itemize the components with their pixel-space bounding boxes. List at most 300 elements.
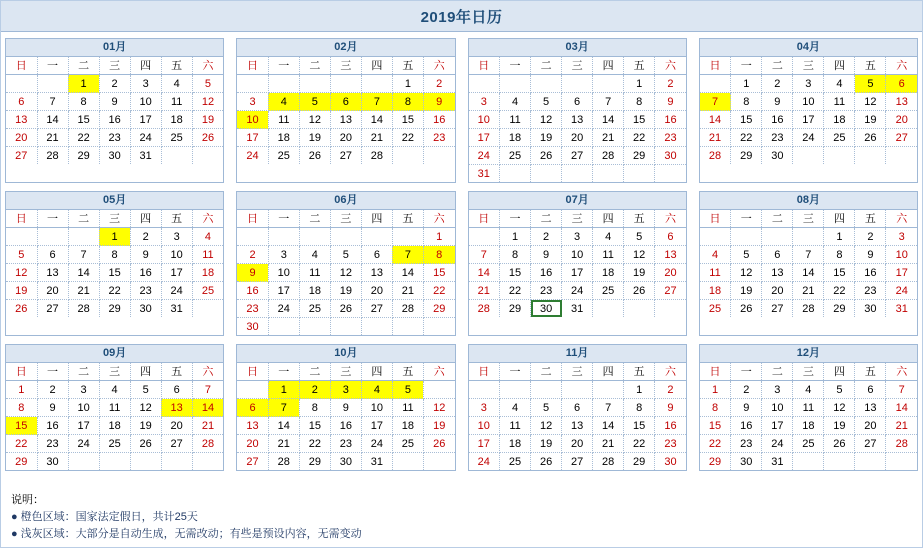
- day-cell[interactable]: 24: [161, 282, 192, 300]
- day-cell[interactable]: 8: [700, 399, 731, 417]
- day-cell[interactable]: 12: [330, 264, 361, 282]
- day-cell[interactable]: 10: [886, 246, 917, 264]
- day-cell[interactable]: 9: [731, 399, 762, 417]
- day-cell[interactable]: 8: [6, 399, 37, 417]
- day-cell[interactable]: 12: [855, 93, 886, 111]
- day-cell[interactable]: 24: [237, 147, 268, 165]
- day-cell[interactable]: 1: [731, 75, 762, 93]
- day-cell[interactable]: 24: [361, 435, 392, 453]
- day-cell[interactable]: 25: [593, 282, 624, 300]
- day-cell[interactable]: 26: [130, 435, 161, 453]
- day-cell[interactable]: 5: [392, 381, 423, 399]
- day-cell[interactable]: 30: [655, 147, 686, 165]
- day-cell[interactable]: 21: [392, 282, 423, 300]
- day-cell[interactable]: 22: [624, 435, 655, 453]
- day-cell[interactable]: 22: [824, 282, 855, 300]
- day-cell[interactable]: 3: [762, 381, 793, 399]
- day-cell[interactable]: 18: [500, 435, 531, 453]
- day-cell[interactable]: 26: [855, 129, 886, 147]
- day-cell[interactable]: 8: [624, 399, 655, 417]
- day-cell[interactable]: 7: [392, 246, 423, 264]
- day-cell[interactable]: 21: [68, 282, 99, 300]
- day-cell[interactable]: 7: [593, 93, 624, 111]
- day-cell[interactable]: 15: [99, 264, 130, 282]
- day-cell[interactable]: 6: [655, 228, 686, 246]
- day-cell[interactable]: 13: [37, 264, 68, 282]
- day-cell[interactable]: 28: [192, 435, 223, 453]
- day-cell[interactable]: 26: [192, 129, 223, 147]
- day-cell[interactable]: 2: [531, 228, 562, 246]
- day-cell[interactable]: 18: [299, 282, 330, 300]
- day-cell[interactable]: 13: [562, 111, 593, 129]
- day-cell[interactable]: 29: [68, 147, 99, 165]
- day-cell[interactable]: 4: [500, 399, 531, 417]
- day-cell[interactable]: 7: [793, 246, 824, 264]
- day-cell[interactable]: 24: [469, 147, 500, 165]
- day-cell[interactable]: 17: [762, 417, 793, 435]
- day-cell[interactable]: 20: [655, 264, 686, 282]
- day-cell[interactable]: 17: [237, 129, 268, 147]
- day-cell[interactable]: 13: [330, 111, 361, 129]
- day-cell[interactable]: 22: [700, 435, 731, 453]
- day-cell[interactable]: 12: [423, 399, 454, 417]
- day-cell[interactable]: 17: [268, 282, 299, 300]
- day-cell[interactable]: 11: [268, 111, 299, 129]
- day-cell[interactable]: 9: [655, 93, 686, 111]
- day-cell[interactable]: 4: [192, 228, 223, 246]
- day-cell[interactable]: 20: [562, 435, 593, 453]
- day-cell[interactable]: 14: [469, 264, 500, 282]
- day-cell[interactable]: 27: [762, 300, 793, 318]
- day-cell[interactable]: 18: [268, 129, 299, 147]
- day-cell[interactable]: 19: [824, 417, 855, 435]
- day-cell[interactable]: 21: [361, 129, 392, 147]
- day-cell[interactable]: 6: [37, 246, 68, 264]
- day-cell[interactable]: 19: [731, 282, 762, 300]
- day-cell[interactable]: 30: [855, 300, 886, 318]
- day-cell[interactable]: 20: [361, 282, 392, 300]
- day-cell[interactable]: 31: [361, 453, 392, 471]
- day-cell[interactable]: 30: [531, 300, 562, 318]
- day-cell[interactable]: 10: [469, 417, 500, 435]
- day-cell[interactable]: 10: [469, 111, 500, 129]
- day-cell[interactable]: 13: [237, 417, 268, 435]
- day-cell[interactable]: 7: [593, 399, 624, 417]
- day-cell[interactable]: 5: [731, 246, 762, 264]
- day-cell[interactable]: 16: [655, 111, 686, 129]
- day-cell[interactable]: 11: [299, 264, 330, 282]
- day-cell[interactable]: 20: [37, 282, 68, 300]
- day-cell[interactable]: 24: [886, 282, 917, 300]
- day-cell[interactable]: 5: [531, 399, 562, 417]
- day-cell[interactable]: 14: [361, 111, 392, 129]
- day-cell[interactable]: 3: [268, 246, 299, 264]
- day-cell[interactable]: 24: [562, 282, 593, 300]
- day-cell[interactable]: 22: [423, 282, 454, 300]
- day-cell[interactable]: 13: [6, 111, 37, 129]
- day-cell[interactable]: 5: [192, 75, 223, 93]
- day-cell[interactable]: 28: [593, 453, 624, 471]
- day-cell[interactable]: 16: [855, 264, 886, 282]
- day-cell[interactable]: 21: [886, 417, 917, 435]
- day-cell[interactable]: 29: [299, 453, 330, 471]
- day-cell[interactable]: 23: [37, 435, 68, 453]
- day-cell[interactable]: 21: [700, 129, 731, 147]
- day-cell[interactable]: 14: [68, 264, 99, 282]
- day-cell[interactable]: 29: [423, 300, 454, 318]
- day-cell[interactable]: 6: [330, 93, 361, 111]
- day-cell[interactable]: 9: [37, 399, 68, 417]
- day-cell[interactable]: 19: [531, 435, 562, 453]
- day-cell[interactable]: 19: [299, 129, 330, 147]
- day-cell[interactable]: 14: [192, 399, 223, 417]
- day-cell[interactable]: 6: [762, 246, 793, 264]
- day-cell[interactable]: 27: [330, 147, 361, 165]
- day-cell[interactable]: 13: [161, 399, 192, 417]
- day-cell[interactable]: 30: [330, 453, 361, 471]
- day-cell[interactable]: 26: [6, 300, 37, 318]
- day-cell[interactable]: 4: [99, 381, 130, 399]
- day-cell[interactable]: 23: [855, 282, 886, 300]
- day-cell[interactable]: 22: [500, 282, 531, 300]
- day-cell[interactable]: 4: [268, 93, 299, 111]
- day-cell[interactable]: 18: [161, 111, 192, 129]
- day-cell[interactable]: 2: [130, 228, 161, 246]
- day-cell[interactable]: 13: [361, 264, 392, 282]
- day-cell[interactable]: 2: [855, 228, 886, 246]
- day-cell[interactable]: 17: [161, 264, 192, 282]
- day-cell[interactable]: 22: [624, 129, 655, 147]
- day-cell[interactable]: 24: [130, 129, 161, 147]
- day-cell[interactable]: 4: [299, 246, 330, 264]
- day-cell[interactable]: 9: [655, 399, 686, 417]
- day-cell[interactable]: 21: [469, 282, 500, 300]
- day-cell[interactable]: 26: [531, 453, 562, 471]
- day-cell[interactable]: 17: [886, 264, 917, 282]
- day-cell[interactable]: 10: [562, 246, 593, 264]
- day-cell[interactable]: 1: [700, 381, 731, 399]
- day-cell[interactable]: 19: [330, 282, 361, 300]
- day-cell[interactable]: 28: [593, 147, 624, 165]
- day-cell[interactable]: 7: [361, 93, 392, 111]
- day-cell[interactable]: 26: [731, 300, 762, 318]
- day-cell[interactable]: 13: [886, 93, 917, 111]
- day-cell[interactable]: 21: [793, 282, 824, 300]
- day-cell[interactable]: 25: [793, 435, 824, 453]
- day-cell[interactable]: 21: [268, 435, 299, 453]
- day-cell[interactable]: 15: [68, 111, 99, 129]
- day-cell[interactable]: 24: [469, 453, 500, 471]
- day-cell[interactable]: 25: [500, 453, 531, 471]
- day-cell[interactable]: 9: [855, 246, 886, 264]
- day-cell[interactable]: 5: [824, 381, 855, 399]
- day-cell[interactable]: 1: [268, 381, 299, 399]
- day-cell[interactable]: 1: [423, 228, 454, 246]
- day-cell[interactable]: 23: [423, 129, 454, 147]
- day-cell[interactable]: 4: [824, 75, 855, 93]
- day-cell[interactable]: 29: [824, 300, 855, 318]
- day-cell[interactable]: 27: [562, 453, 593, 471]
- day-cell[interactable]: 29: [99, 300, 130, 318]
- day-cell[interactable]: 11: [793, 399, 824, 417]
- day-cell[interactable]: 6: [562, 399, 593, 417]
- day-cell[interactable]: 2: [423, 75, 454, 93]
- day-cell[interactable]: 17: [469, 435, 500, 453]
- day-cell[interactable]: 9: [423, 93, 454, 111]
- day-cell[interactable]: 1: [624, 381, 655, 399]
- day-cell[interactable]: 26: [299, 147, 330, 165]
- day-cell[interactable]: 30: [237, 318, 268, 336]
- day-cell[interactable]: 24: [268, 300, 299, 318]
- day-cell[interactable]: 2: [99, 75, 130, 93]
- day-cell[interactable]: 20: [562, 129, 593, 147]
- day-cell[interactable]: 5: [130, 381, 161, 399]
- day-cell[interactable]: 28: [886, 435, 917, 453]
- day-cell[interactable]: 14: [37, 111, 68, 129]
- day-cell[interactable]: 9: [531, 246, 562, 264]
- day-cell[interactable]: 22: [299, 435, 330, 453]
- day-cell[interactable]: 14: [268, 417, 299, 435]
- day-cell[interactable]: 23: [99, 129, 130, 147]
- day-cell[interactable]: 10: [793, 93, 824, 111]
- day-cell[interactable]: 3: [330, 381, 361, 399]
- day-cell[interactable]: 16: [330, 417, 361, 435]
- day-cell[interactable]: 18: [793, 417, 824, 435]
- day-cell[interactable]: 20: [330, 129, 361, 147]
- day-cell[interactable]: 11: [500, 417, 531, 435]
- day-cell[interactable]: 9: [130, 246, 161, 264]
- day-cell[interactable]: 16: [37, 417, 68, 435]
- day-cell[interactable]: 29: [500, 300, 531, 318]
- day-cell[interactable]: 30: [99, 147, 130, 165]
- day-cell[interactable]: 28: [268, 453, 299, 471]
- day-cell[interactable]: 23: [237, 300, 268, 318]
- day-cell[interactable]: 2: [37, 381, 68, 399]
- day-cell[interactable]: 28: [37, 147, 68, 165]
- day-cell[interactable]: 2: [655, 75, 686, 93]
- day-cell[interactable]: 28: [793, 300, 824, 318]
- day-cell[interactable]: 6: [562, 93, 593, 111]
- day-cell[interactable]: 15: [624, 417, 655, 435]
- day-cell[interactable]: 27: [855, 435, 886, 453]
- day-cell[interactable]: 10: [130, 93, 161, 111]
- day-cell[interactable]: 17: [361, 417, 392, 435]
- day-cell[interactable]: 6: [855, 381, 886, 399]
- day-cell[interactable]: 11: [99, 399, 130, 417]
- day-cell[interactable]: 4: [593, 228, 624, 246]
- day-cell[interactable]: 17: [793, 111, 824, 129]
- day-cell[interactable]: 28: [392, 300, 423, 318]
- day-cell[interactable]: 1: [392, 75, 423, 93]
- day-cell[interactable]: 6: [886, 75, 917, 93]
- day-cell[interactable]: 3: [130, 75, 161, 93]
- day-cell[interactable]: 26: [824, 435, 855, 453]
- day-cell[interactable]: 12: [624, 246, 655, 264]
- day-cell[interactable]: 11: [392, 399, 423, 417]
- day-cell[interactable]: 7: [192, 381, 223, 399]
- day-cell[interactable]: 9: [237, 264, 268, 282]
- day-cell[interactable]: 14: [886, 399, 917, 417]
- day-cell[interactable]: 12: [531, 417, 562, 435]
- day-cell[interactable]: 20: [6, 129, 37, 147]
- day-cell[interactable]: 11: [700, 264, 731, 282]
- day-cell[interactable]: 14: [593, 417, 624, 435]
- day-cell[interactable]: 14: [793, 264, 824, 282]
- day-cell[interactable]: 7: [268, 399, 299, 417]
- day-cell[interactable]: 31: [469, 165, 500, 183]
- day-cell[interactable]: 2: [762, 75, 793, 93]
- day-cell[interactable]: 30: [664, 455, 677, 468]
- day-cell[interactable]: 23: [130, 282, 161, 300]
- day-cell[interactable]: 14: [392, 264, 423, 282]
- day-cell[interactable]: 16: [731, 417, 762, 435]
- day-cell[interactable]: 8: [624, 93, 655, 111]
- day-cell[interactable]: 23: [762, 129, 793, 147]
- day-cell[interactable]: 4: [361, 381, 392, 399]
- day-cell[interactable]: 25: [192, 282, 223, 300]
- day-cell[interactable]: 16: [130, 264, 161, 282]
- day-cell[interactable]: 10: [268, 264, 299, 282]
- day-cell[interactable]: 4: [793, 381, 824, 399]
- day-cell[interactable]: 15: [423, 264, 454, 282]
- day-cell[interactable]: 28: [700, 147, 731, 165]
- day-cell[interactable]: 3: [161, 228, 192, 246]
- day-cell[interactable]: 28: [361, 147, 392, 165]
- day-cell[interactable]: 12: [299, 111, 330, 129]
- day-cell[interactable]: 20: [886, 111, 917, 129]
- day-cell[interactable]: 23: [731, 435, 762, 453]
- day-cell[interactable]: 9: [99, 93, 130, 111]
- day-cell[interactable]: 9: [762, 93, 793, 111]
- day-cell[interactable]: 2: [655, 381, 686, 399]
- day-cell[interactable]: 27: [237, 453, 268, 471]
- day-cell[interactable]: 22: [392, 129, 423, 147]
- day-cell[interactable]: 15: [6, 417, 37, 435]
- day-cell[interactable]: 16: [655, 417, 686, 435]
- day-cell[interactable]: 6: [6, 93, 37, 111]
- day-cell[interactable]: 6: [361, 246, 392, 264]
- day-cell[interactable]: 7: [68, 246, 99, 264]
- day-cell[interactable]: 15: [700, 417, 731, 435]
- day-cell[interactable]: 21: [192, 417, 223, 435]
- day-cell[interactable]: 27: [37, 300, 68, 318]
- day-cell[interactable]: 8: [423, 246, 454, 264]
- day-cell[interactable]: 25: [500, 147, 531, 165]
- day-cell[interactable]: 6: [237, 399, 268, 417]
- day-cell[interactable]: 25: [99, 435, 130, 453]
- day-cell[interactable]: 29: [624, 147, 655, 165]
- day-cell[interactable]: 1: [824, 228, 855, 246]
- day-cell[interactable]: 12: [531, 111, 562, 129]
- day-cell[interactable]: 17: [68, 417, 99, 435]
- day-cell[interactable]: 19: [6, 282, 37, 300]
- day-cell[interactable]: 27: [655, 282, 686, 300]
- day-cell[interactable]: 7: [469, 246, 500, 264]
- day-cell[interactable]: 3: [68, 381, 99, 399]
- day-cell[interactable]: 10: [762, 399, 793, 417]
- day-cell[interactable]: 15: [824, 264, 855, 282]
- day-cell[interactable]: 27: [886, 129, 917, 147]
- day-cell[interactable]: 21: [593, 129, 624, 147]
- day-cell[interactable]: 11: [500, 111, 531, 129]
- day-cell[interactable]: 31: [562, 300, 593, 318]
- day-cell[interactable]: 23: [330, 435, 361, 453]
- day-cell[interactable]: 19: [130, 417, 161, 435]
- day-cell[interactable]: 1: [500, 228, 531, 246]
- day-cell[interactable]: 2: [299, 381, 330, 399]
- day-cell[interactable]: 5: [330, 246, 361, 264]
- day-cell[interactable]: 17: [562, 264, 593, 282]
- day-cell[interactable]: 8: [731, 93, 762, 111]
- day-cell[interactable]: 26: [624, 282, 655, 300]
- day-cell[interactable]: 18: [593, 264, 624, 282]
- day-cell[interactable]: 27: [562, 147, 593, 165]
- day-cell[interactable]: 25: [161, 129, 192, 147]
- day-cell[interactable]: 12: [192, 93, 223, 111]
- day-cell[interactable]: 2: [237, 246, 268, 264]
- day-cell[interactable]: 17: [130, 111, 161, 129]
- day-cell[interactable]: 19: [192, 111, 223, 129]
- day-cell[interactable]: 3: [469, 399, 500, 417]
- day-cell[interactable]: 7: [886, 381, 917, 399]
- day-cell[interactable]: 9: [330, 399, 361, 417]
- day-cell[interactable]: 21: [593, 435, 624, 453]
- day-cell[interactable]: 31: [762, 453, 793, 471]
- day-cell[interactable]: 20: [161, 417, 192, 435]
- day-cell[interactable]: 31: [161, 300, 192, 318]
- day-cell[interactable]: 28: [68, 300, 99, 318]
- day-cell[interactable]: 16: [99, 111, 130, 129]
- day-cell[interactable]: 19: [855, 111, 886, 129]
- day-cell[interactable]: 19: [423, 417, 454, 435]
- day-cell[interactable]: 10: [68, 399, 99, 417]
- day-cell[interactable]: 4: [700, 246, 731, 264]
- day-cell[interactable]: 7: [700, 93, 731, 111]
- day-cell[interactable]: 18: [99, 417, 130, 435]
- day-cell[interactable]: 1: [99, 228, 130, 246]
- day-cell[interactable]: 14: [593, 111, 624, 129]
- day-cell[interactable]: 5: [531, 93, 562, 111]
- day-cell[interactable]: 1: [6, 381, 37, 399]
- day-cell[interactable]: 26: [531, 147, 562, 165]
- day-cell[interactable]: 16: [423, 111, 454, 129]
- day-cell[interactable]: 1: [68, 75, 99, 93]
- day-cell[interactable]: 3: [562, 228, 593, 246]
- day-cell[interactable]: 5: [6, 246, 37, 264]
- day-cell[interactable]: 28: [469, 300, 500, 318]
- day-cell[interactable]: 5: [299, 93, 330, 111]
- day-cell[interactable]: 8: [99, 246, 130, 264]
- day-cell[interactable]: 25: [268, 147, 299, 165]
- day-cell[interactable]: 15: [731, 111, 762, 129]
- day-cell[interactable]: 16: [531, 264, 562, 282]
- day-cell[interactable]: 29: [731, 147, 762, 165]
- day-cell[interactable]: 29: [6, 453, 37, 471]
- day-cell[interactable]: 18: [700, 282, 731, 300]
- day-cell[interactable]: 27: [161, 435, 192, 453]
- day-cell[interactable]: 1: [624, 75, 655, 93]
- day-cell[interactable]: 8: [500, 246, 531, 264]
- day-cell[interactable]: 11: [161, 93, 192, 111]
- day-cell[interactable]: 26: [330, 300, 361, 318]
- day-cell[interactable]: 23: [531, 282, 562, 300]
- day-cell[interactable]: 20: [237, 435, 268, 453]
- day-cell[interactable]: 2: [731, 381, 762, 399]
- day-cell[interactable]: 11: [192, 246, 223, 264]
- day-cell[interactable]: 31: [130, 147, 161, 165]
- day-cell[interactable]: 15: [624, 111, 655, 129]
- day-cell[interactable]: 16: [762, 111, 793, 129]
